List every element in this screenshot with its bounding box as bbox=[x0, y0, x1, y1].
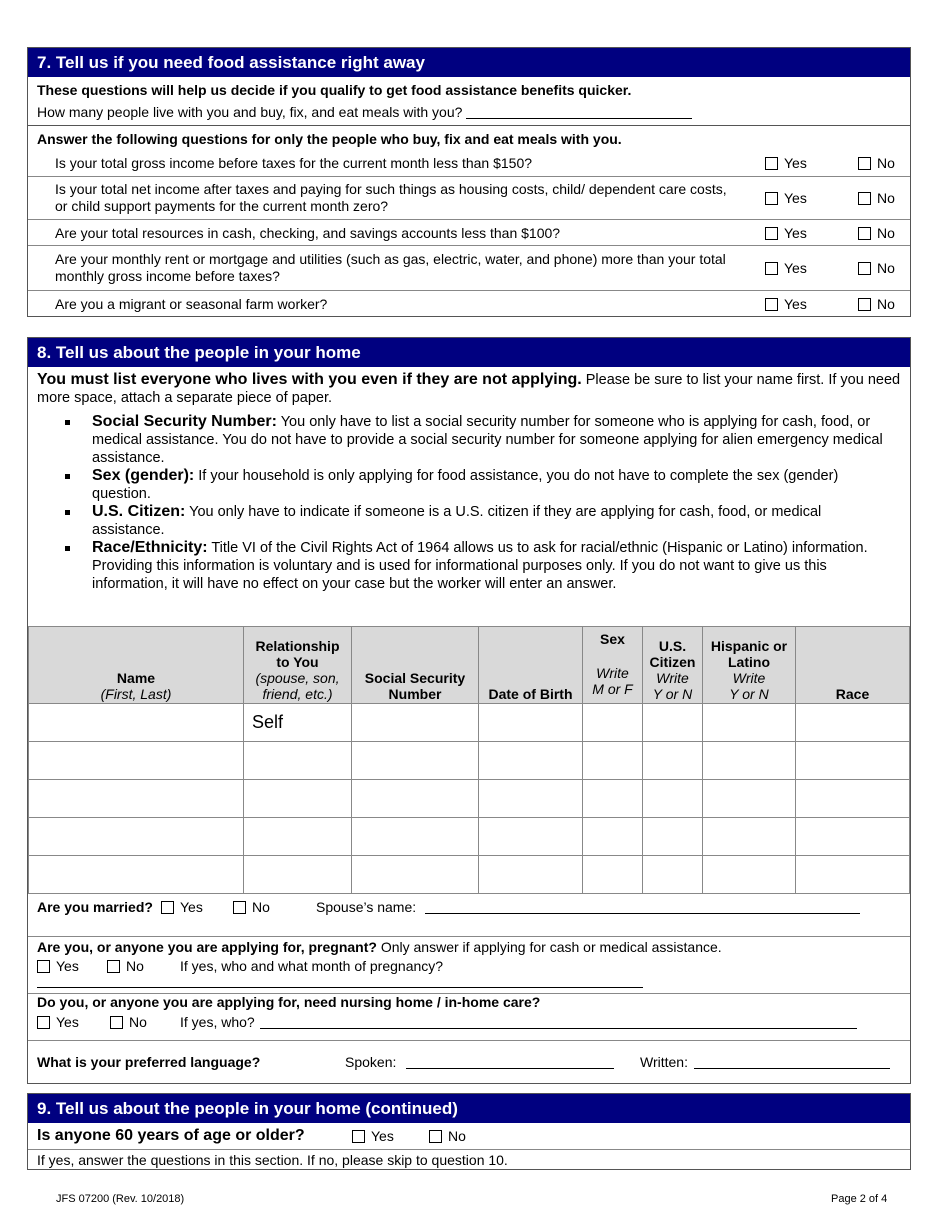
intro-bold: You must list everyone who lives with you even if they are not applying. bbox=[37, 371, 582, 388]
question-rent: Are your monthly rent or mortgage and utilities (such as gas, electric, water, and phone) more than your total monthly gross income before taxes? bbox=[55, 251, 726, 284]
col-hispanic: Hispanic or Latino Write Y or N bbox=[703, 627, 796, 704]
col-relationship: Relationship to You (spouse, son, friend, etc.) bbox=[244, 627, 352, 704]
checkbox[interactable] bbox=[765, 192, 778, 205]
no-label: No bbox=[877, 260, 895, 276]
spoken-language-input[interactable] bbox=[406, 1054, 614, 1069]
bullet-title: Race/Ethnicity: bbox=[92, 539, 208, 556]
gross-income-yes[interactable] bbox=[765, 155, 807, 171]
page-number: Page 2 of 4 bbox=[831, 1193, 888, 1205]
pregnant-yes[interactable] bbox=[37, 958, 79, 974]
col-sex: Sex Write M or F bbox=[583, 627, 643, 704]
table-row bbox=[29, 780, 910, 818]
no-label: No bbox=[448, 1128, 466, 1144]
married-yes[interactable] bbox=[161, 899, 203, 915]
yes-label: Yes bbox=[180, 899, 203, 915]
no-label: No bbox=[877, 155, 895, 171]
yes-label: Yes bbox=[784, 260, 807, 276]
cell[interactable] bbox=[352, 856, 479, 894]
household-members-table bbox=[28, 626, 910, 894]
answer-instructions-row bbox=[28, 125, 910, 152]
cell[interactable] bbox=[703, 818, 796, 856]
no-label: No bbox=[877, 225, 895, 241]
cell[interactable] bbox=[796, 780, 910, 818]
answer-instructions: Answer the following questions for only the people who buy, fix and eat meals with you. bbox=[37, 131, 622, 147]
section-8-header: 8. Tell us about the people in your home bbox=[28, 338, 910, 367]
yes-label: Yes bbox=[784, 190, 807, 206]
pregnant-question bbox=[37, 939, 722, 955]
checkbox[interactable] bbox=[37, 1016, 50, 1029]
age-question: Is anyone 60 years of age or older? bbox=[37, 1127, 305, 1144]
yes-label: Yes bbox=[56, 958, 79, 974]
cell[interactable] bbox=[583, 818, 643, 856]
table-row bbox=[29, 742, 910, 780]
nursing-followup: If yes, who? bbox=[180, 1014, 255, 1030]
checkbox[interactable] bbox=[107, 960, 120, 973]
pregnant-details-input[interactable] bbox=[37, 973, 643, 988]
cell[interactable] bbox=[352, 780, 479, 818]
bullet-text: You only have to indicate if someone is a U.S. citizen if they are applying for cash, food, or medical assistance. bbox=[92, 504, 822, 538]
spoken-label: Spoken: bbox=[345, 1054, 397, 1070]
nursing-no[interactable] bbox=[110, 1014, 147, 1030]
bullet-title: Sex (gender): bbox=[92, 467, 195, 484]
spouse-name-input[interactable] bbox=[425, 899, 860, 914]
checkbox[interactable] bbox=[858, 157, 871, 170]
nursing-yes[interactable] bbox=[37, 1014, 79, 1030]
language-question: What is your preferred language? bbox=[37, 1054, 261, 1070]
section-7-intro: These questions will help us decide if you qualify to get food assistance benefits quicker. bbox=[37, 82, 632, 98]
cell[interactable] bbox=[479, 742, 583, 780]
intro-rest: Please be sure to list your name first. If you need more space, attach a separate piece of paper. bbox=[37, 372, 901, 406]
cell[interactable] bbox=[29, 704, 244, 742]
cell[interactable] bbox=[244, 742, 352, 780]
bullet-text: You only have to list a social security number for someone who is applying for cash, food, or medical assistance. You do not have to provide a social security number for someone applying for alien emergency medical assistance. bbox=[92, 414, 883, 466]
bullet-title: U.S. Citizen: bbox=[92, 503, 186, 520]
col-name: Name (First, Last) bbox=[29, 627, 244, 704]
yes-label: Yes bbox=[371, 1128, 394, 1144]
section-9-instruction: If yes, answer the questions in this section. If no, please skip to question 10. bbox=[37, 1152, 508, 1168]
cell[interactable] bbox=[583, 704, 643, 742]
married-row bbox=[28, 895, 910, 937]
cell[interactable] bbox=[479, 780, 583, 818]
bullet-ssn bbox=[64, 413, 894, 467]
question-migrant: Are you a migrant or seasonal farm worker? bbox=[55, 296, 328, 312]
question-net-income: Is your total net income after taxes and paying for such things as housing costs, child/ dependent care costs, or child support payments for the current month zero? bbox=[55, 181, 727, 214]
question-resources: Are your total resources in cash, checking, and savings accounts less than $100? bbox=[55, 225, 561, 241]
cell[interactable] bbox=[29, 780, 244, 818]
cell[interactable] bbox=[479, 818, 583, 856]
resources-no[interactable] bbox=[858, 225, 895, 241]
bullet-title: Social Security Number: bbox=[92, 413, 277, 430]
pregnant-q-rest: Only answer if applying for cash or medical assistance. bbox=[376, 939, 722, 955]
household-count-question bbox=[37, 104, 692, 120]
cell[interactable] bbox=[643, 818, 703, 856]
no-label: No bbox=[877, 296, 895, 312]
cell[interactable] bbox=[796, 742, 910, 780]
cell[interactable] bbox=[703, 780, 796, 818]
table-row bbox=[29, 818, 910, 856]
migrant-no[interactable] bbox=[858, 296, 895, 312]
table-row bbox=[29, 856, 910, 894]
checkbox[interactable] bbox=[858, 298, 871, 311]
cell[interactable] bbox=[643, 780, 703, 818]
cell[interactable] bbox=[703, 742, 796, 780]
question-row bbox=[28, 151, 910, 176]
checkbox[interactable] bbox=[858, 192, 871, 205]
household-count-label: How many people live with you and buy, fix, and eat meals with you? bbox=[37, 104, 463, 120]
cell[interactable] bbox=[29, 818, 244, 856]
section-9-header: 9. Tell us about the people in your home (continued) bbox=[28, 1094, 910, 1123]
checkbox[interactable] bbox=[110, 1016, 123, 1029]
rent-no[interactable] bbox=[858, 260, 895, 276]
info-bullets bbox=[64, 413, 894, 593]
col-citizen: U.S. Citizen Write Y or N bbox=[643, 627, 703, 704]
household-count-input[interactable] bbox=[466, 104, 692, 119]
section-9 bbox=[27, 1093, 911, 1170]
cell[interactable] bbox=[643, 856, 703, 894]
bullet-sex bbox=[64, 467, 894, 503]
form-id: JFS 07200 (Rev. 10/2018) bbox=[56, 1193, 185, 1205]
question-row bbox=[28, 219, 910, 246]
net-income-no[interactable] bbox=[858, 190, 895, 206]
pregnant-row bbox=[28, 937, 910, 994]
cell[interactable] bbox=[703, 856, 796, 894]
written-label: Written: bbox=[640, 1054, 688, 1070]
bullet-race bbox=[64, 539, 894, 593]
section-8-intro bbox=[37, 371, 903, 407]
cell[interactable] bbox=[244, 818, 352, 856]
net-income-yes[interactable] bbox=[765, 190, 807, 206]
checkbox[interactable] bbox=[429, 1130, 442, 1143]
yes-label: Yes bbox=[784, 296, 807, 312]
section-9-instruction-row bbox=[28, 1149, 910, 1168]
question-row bbox=[28, 290, 910, 317]
section-8 bbox=[27, 337, 911, 1084]
pregnant-q-bold: Are you, or anyone you are applying for, pregnant? bbox=[37, 939, 377, 955]
rent-yes[interactable] bbox=[765, 260, 807, 276]
col-dob: Date of Birth bbox=[479, 627, 583, 704]
checkbox[interactable] bbox=[765, 227, 778, 240]
cell[interactable] bbox=[796, 818, 910, 856]
spouse-name-label: Spouse’s name: bbox=[316, 899, 417, 915]
cell[interactable] bbox=[583, 780, 643, 818]
nursing-who-input[interactable] bbox=[260, 1014, 857, 1029]
col-ssn: Social Security Number bbox=[352, 627, 479, 704]
gross-income-no[interactable] bbox=[858, 155, 895, 171]
checkbox[interactable] bbox=[765, 298, 778, 311]
checkbox[interactable] bbox=[233, 901, 246, 914]
pregnant-no[interactable] bbox=[107, 958, 144, 974]
no-label: No bbox=[877, 190, 895, 206]
yes-label: Yes bbox=[784, 225, 807, 241]
cell[interactable] bbox=[244, 780, 352, 818]
cell[interactable] bbox=[352, 704, 479, 742]
cell[interactable] bbox=[643, 704, 703, 742]
checkbox[interactable] bbox=[37, 960, 50, 973]
nursing-row bbox=[28, 994, 910, 1041]
written-language-input[interactable] bbox=[694, 1054, 890, 1069]
cell-self[interactable]: Self bbox=[244, 704, 352, 742]
no-label: No bbox=[126, 958, 144, 974]
cell[interactable] bbox=[29, 742, 244, 780]
cell[interactable] bbox=[583, 856, 643, 894]
bullet-text: If your household is only applying for food assistance, you do not have to complete the sex (gender) question. bbox=[92, 468, 839, 502]
checkbox[interactable] bbox=[858, 227, 871, 240]
bullet-citizen bbox=[64, 503, 894, 539]
cell[interactable] bbox=[643, 742, 703, 780]
question-row bbox=[28, 245, 910, 291]
cell[interactable] bbox=[479, 704, 583, 742]
married-question: Are you married? bbox=[37, 899, 153, 915]
age-yes[interactable] bbox=[352, 1128, 394, 1144]
cell[interactable] bbox=[352, 742, 479, 780]
no-label: No bbox=[252, 899, 270, 915]
checkbox[interactable] bbox=[161, 901, 174, 914]
pregnant-followup: If yes, who and what month of pregnancy? bbox=[180, 958, 444, 974]
col-race: Race bbox=[796, 627, 910, 704]
yes-label: Yes bbox=[56, 1014, 79, 1030]
checkbox[interactable] bbox=[352, 1130, 365, 1143]
table-row bbox=[29, 704, 910, 742]
checkbox[interactable] bbox=[765, 157, 778, 170]
cell[interactable] bbox=[796, 856, 910, 894]
section-7 bbox=[27, 47, 911, 317]
migrant-yes[interactable] bbox=[765, 296, 807, 312]
cell[interactable] bbox=[796, 704, 910, 742]
question-gross-income: Is your total gross income before taxes for the current month less than $150? bbox=[55, 155, 533, 171]
cell[interactable] bbox=[583, 742, 643, 780]
section-7-header: 7. Tell us if you need food assistance right away bbox=[28, 48, 910, 77]
cell[interactable] bbox=[29, 856, 244, 894]
cell[interactable] bbox=[703, 704, 796, 742]
resources-yes[interactable] bbox=[765, 225, 807, 241]
cell[interactable] bbox=[244, 856, 352, 894]
bullet-text: Title VI of the Civil Rights Act of 1964 allows us to ask for racial/ethnic (Hispanic or Latino) information. Providing this information is voluntary and is used for informational purposes only. If you do not want to give us this information, it will have no effect on your case but the worker will enter an answer. bbox=[92, 540, 868, 592]
question-row bbox=[28, 176, 910, 220]
no-label: No bbox=[129, 1014, 147, 1030]
age-no[interactable] bbox=[429, 1128, 466, 1144]
married-no[interactable] bbox=[233, 899, 270, 915]
checkbox[interactable] bbox=[858, 262, 871, 275]
cell[interactable] bbox=[352, 818, 479, 856]
checkbox[interactable] bbox=[765, 262, 778, 275]
yes-label: Yes bbox=[784, 155, 807, 171]
language-row bbox=[28, 1041, 910, 1083]
nursing-question: Do you, or anyone you are applying for, need nursing home / in-home care? bbox=[37, 994, 541, 1010]
cell[interactable] bbox=[479, 856, 583, 894]
